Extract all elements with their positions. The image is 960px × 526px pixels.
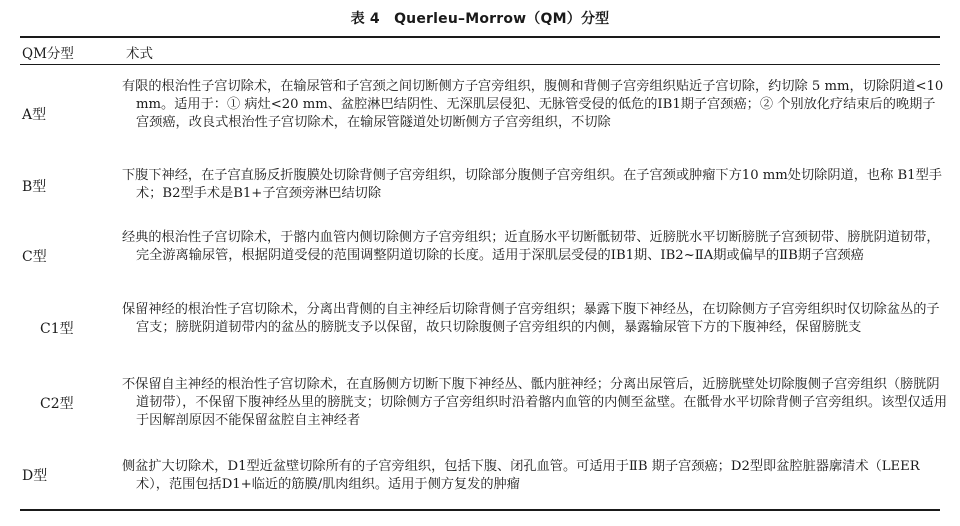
header-rule (20, 64, 940, 65)
header-qm-type: QM分型 (22, 46, 74, 62)
row-description (122, 78, 948, 132)
row-type-label: A型 (22, 107, 47, 123)
row-description-text: 不保留自主神经的根治性子宫切除术，在直肠侧方切断下腹下神经丛、骶内脏神经；分离出尿管后，近膀胱壁处切除腹侧子宫旁组织（膀胱阴道韧带），不保留下腹神经丛里的膀胱支；切除侧方子宫旁组织时沿着髂内血管的内侧至盆壁。在骶骨水平切除背侧子宫旁组织。该型仅适用于因解剖原因不能保留盆腔自主神经者 (122, 377, 948, 428)
table-caption: 表 4 Querleu–Morrow（QM）分型 (350, 11, 610, 27)
row-description-text: 保留神经的根治性子宫切除术，分离出背侧的自主神经后切除背侧子宫旁组织；暴露下腹下神经丛，在切除侧方子宫旁组织时仅切除盆丛的子宫支；膀胱阴道韧带内的盆丛的膀胱支予以保留，故只切除腹侧子宫旁组织的内侧，暴露输尿管下方的下腹神经，保留膀胱支 (122, 302, 940, 335)
row-description (122, 229, 948, 265)
table-header-row (0, 40, 960, 62)
row-description-text: 下腹下神经，在子宫直肠反折腹膜处切除背侧子宫旁组织，切除部分腹侧子宫旁组织。在子宫颈或肿瘤下方10 mm处切除阴道，也称 B1型手术；B2型手术是B1+子宫颈旁淋巴结切除 (122, 168, 942, 201)
row-description (122, 301, 948, 337)
bottom-rule (20, 509, 940, 511)
row-type-label: B型 (22, 179, 47, 195)
row-description-text: 侧盆扩大切除术，D1型近盆壁切除所有的子宫旁组织，包括下腹、闭孔血管。可适用于ⅡB 期子宫颈癌；D2型即盆腔脏器廓清术（LEER术），范围包括D1+临近的筋膜/肌肉组织。适用于侧方复发的肿瘤 (122, 459, 920, 492)
row-type-label: C2型 (40, 396, 74, 412)
row-description (122, 167, 948, 203)
header-procedure: 术式 (126, 46, 153, 62)
row-type-label: C1型 (40, 321, 74, 337)
row-description-text: 经典的根治性子宫切除术，于髂内血管内侧切除侧方子宫旁组织；近直肠水平切断骶韧带、近膀胱水平切断膀胱子宫颈韧带、膀胱阴道韧带，完全游离输尿管，根据阴道受侵的范围调整阴道切除的长度。适用于深肌层受侵的ⅠB1期、ⅠB2~ⅡA期或偏早的ⅡB期子宫颈癌 (122, 230, 940, 263)
row-description-text: 有限的根治性子宫切除术，在输尿管和子宫颈之间切断侧方子宫旁组织，腹侧和背侧子宫旁组织贴近子宫切除，约切除 5 mm，切除阴道<10 mm。适用于：① 病灶<20 mm、盆腔淋巴结阴性、无深肌层侵犯、无脉管受侵的低危的ⅠB1期子宫颈癌；② 个别放化疗结束后的晚期子宫颈癌，改良式根治性子宫切除术，在输尿管隧道处切断侧方子宫旁组织，不切除 (122, 79, 944, 130)
row-description (122, 458, 948, 494)
top-rule (20, 36, 940, 38)
row-type-label: D型 (22, 468, 48, 484)
row-type-label: C型 (22, 249, 47, 265)
row-description (122, 376, 948, 430)
